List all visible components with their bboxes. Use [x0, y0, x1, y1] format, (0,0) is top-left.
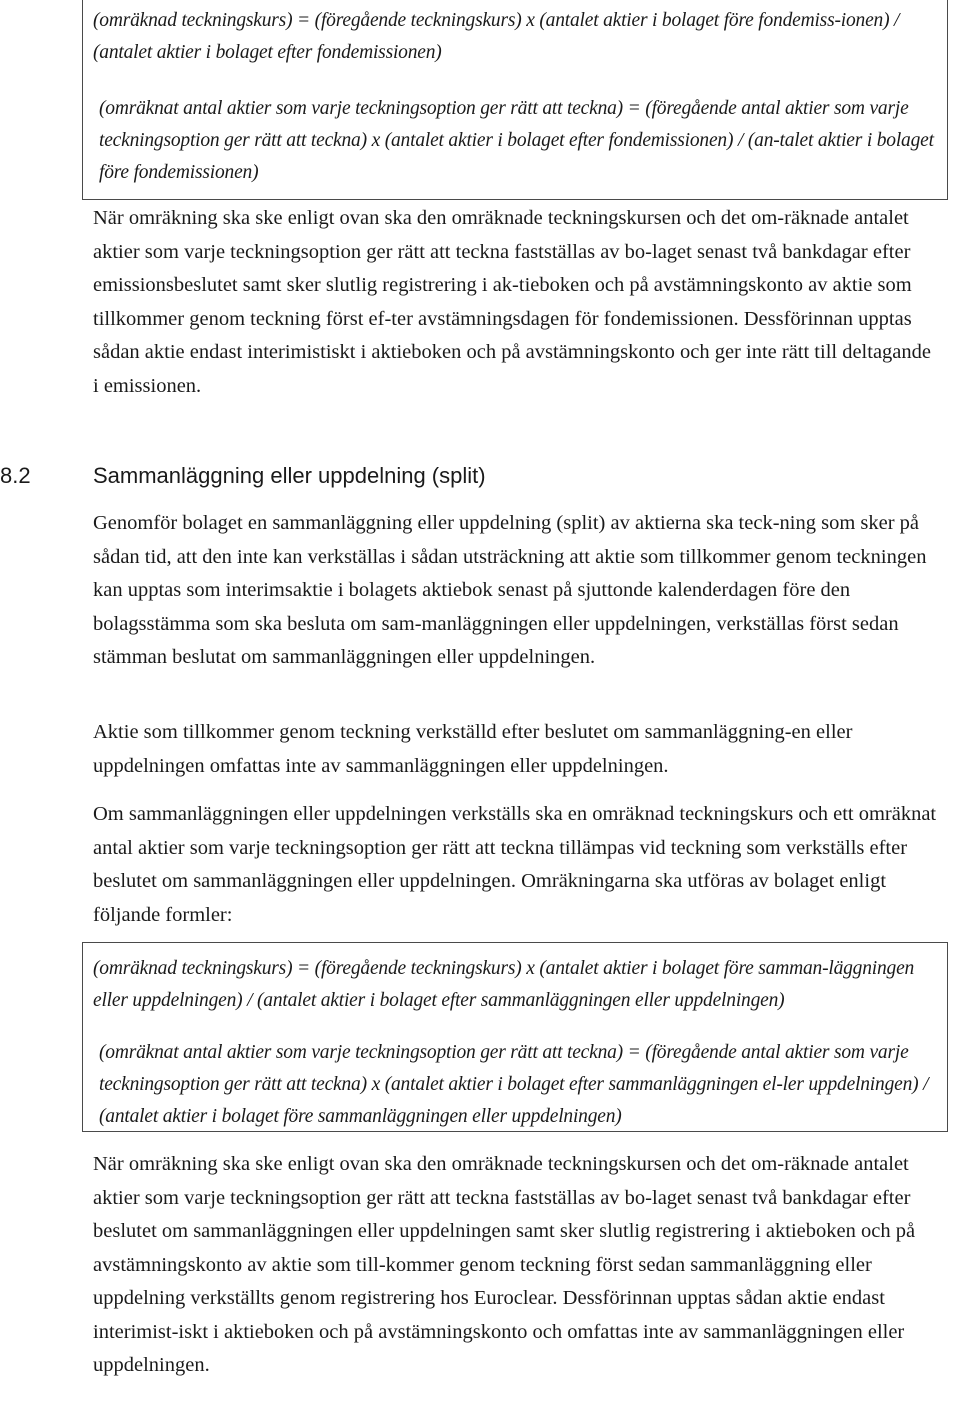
paragraph-split-timing: Genomför bolaget en sammanläggning eller uppdelning (split) av aktierna ska teck-ning som sker på sådan tid, att den inte kan verkställas i sådan utsträckning att aktie som tillkommer genom teckningen kan upptas som interimsaktie i bolagets aktiebok senast på sjuttonde kalenderdagen före den bolagsstämma som ska besluta om sam-manläggningen eller uppdelningen, verkställas först sedan stämman beslutat om sammanläggningen eller uppdelningen. — [93, 512, 927, 668]
formula-box-fondemission — [82, 0, 948, 200]
section-title: Sammanläggning eller uppdelning (split) — [93, 463, 486, 488]
section-number: 8.2 — [0, 463, 31, 488]
formula-split-share-count: (omräknat antal aktier som varje teckningsoption ger rätt att teckna) = (föregående antal aktier som varje teckningsoption ger rätt att teckna) x (antalet aktier i bolaget efter sammanläggningen el-ler uppdelningen) / (antalet aktier i bolaget före sammanläggningen eller uppdelningen) — [99, 1042, 929, 1127]
paragraph-split-recalculation: När omräkning ska ske enligt ovan ska den omräknade teckningskursen och det om-räknade antalet aktier som varje teckningsoption ger rätt att teckna fastställas av bo-laget senast två bankdagar efter beslutet om sammanläggningen eller uppdelningen samt sker slutlig registrering i aktieboken och på avstämningskonto av aktie som till-kommer genom teckning först sedan sammanläggning eller uppdelning verkställts genom registrering hos Euroclear. Dessförinnan upptas sådan aktie endast interimist-iskt i aktieboken och på avstämningskonto och omfattas inte av sammanläggningen eller uppdelningen. — [93, 1153, 916, 1376]
section-heading — [0, 458, 960, 494]
paragraph-split-formula-intro: Om sammanläggningen eller uppdelningen verkställs ska en omräknad teckningskurs och ett omräknat antal aktier som varje teckningsoption ger rätt att teckna tillämpas vid teckning som verkställs efter beslutet om sammanläggningen eller uppdelningen. Omräkningarna ska utföras av bolaget enligt följande formler: — [93, 803, 937, 926]
formula-split-subscription-price: (omräknad teckningskurs) = (föregående teckningskurs) x (antalet aktier i bolaget före samman-läggningen eller uppdelningen) / (antalet aktier i bolaget efter sammanläggningen eller uppdelningen) — [93, 958, 915, 1011]
formula-box-split — [82, 942, 948, 1132]
paragraph-split-excluded-shares: Aktie som tillkommer genom teckning verkställd efter beslutet om sammanläggning-en eller uppdelningen omfattas inte av sammanläggningen eller uppdelningen. — [93, 721, 853, 777]
formula-recalculated-share-count: (omräknat antal aktier som varje teckningsoption ger rätt att teckna) = (föregående antal aktier som varje teckningsoption ger rätt att teckna) x (antalet aktier i bolaget efter fondemissionen) / (an-talet aktier i bolaget före fondemissionen) — [99, 98, 934, 183]
paragraph-fondemission-recalculation: När omräkning ska ske enligt ovan ska den omräknade teckningskursen och det om-räknade antalet aktier som varje teckningsoption ger rätt att teckna fastställas av bo-laget senast två bankdagar efter emissionsbeslutet samt sker slutlig registrering i ak-tieboken och på avstämningskonto av aktie som tillkommer genom teckning först ef-ter avstämningsdagen för fondemissionen. Dessförinnan upptas sådan aktie endast interimistiskt i aktieboken och på avstämningskonto och ger inte rätt till deltagande i emissionen. — [93, 207, 931, 397]
formula-recalculated-subscription-price: (omräknad teckningskurs) = (föregående teckningskurs) x (antalet aktier i bolaget före fondemiss-ionen) / (antalet aktier i bolaget efter fondemissionen) — [93, 10, 900, 63]
